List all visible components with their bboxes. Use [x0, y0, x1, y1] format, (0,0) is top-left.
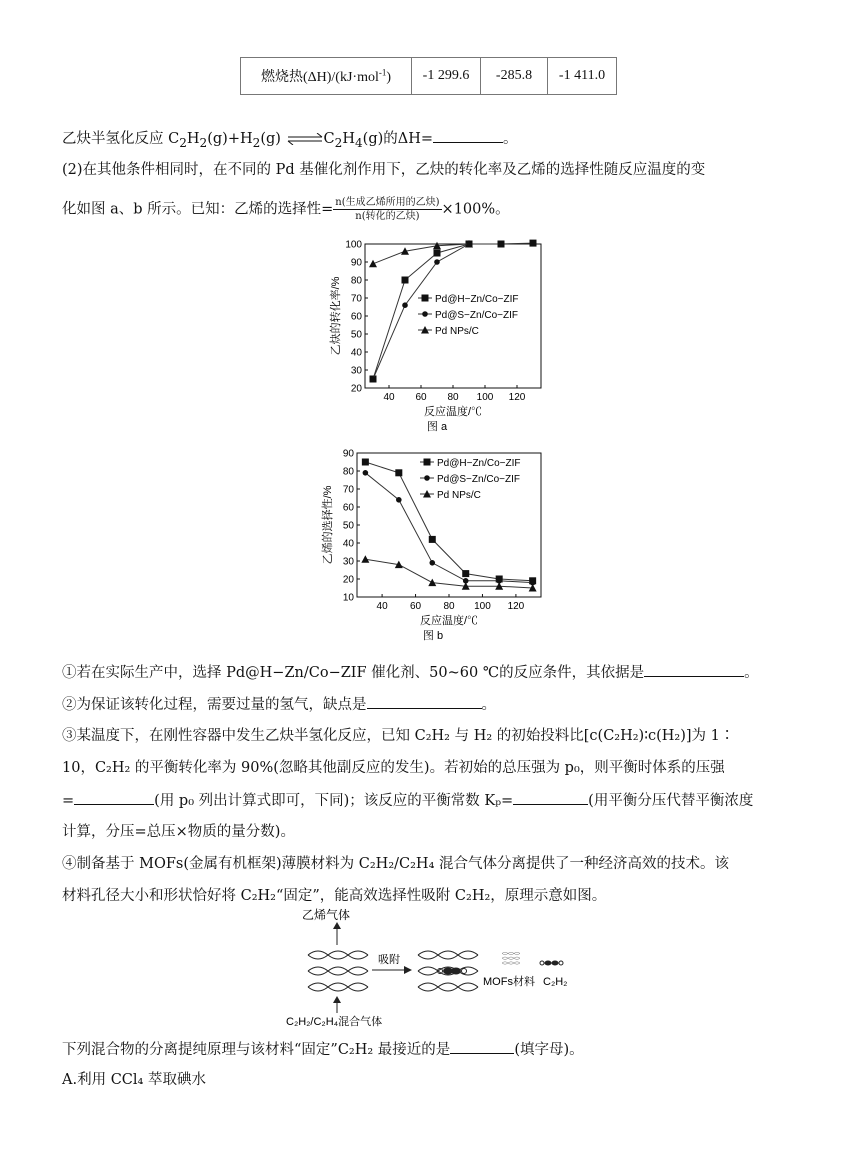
y-tick-label: 100 [345, 239, 362, 251]
x-tick-label: 60 [409, 601, 422, 612]
y-axis-label: 乙烯的选择性/% [322, 485, 334, 565]
question-3-line-4: 计算，分压=总压×物质的量分数)。 [62, 824, 295, 840]
subscript: 4 [354, 135, 363, 150]
text-span: = [62, 793, 75, 809]
table-header-tail: ) [386, 70, 392, 85]
x-axis-label: 反应温度/℃ [419, 615, 479, 627]
table-row [241, 58, 617, 95]
series-line [365, 559, 532, 588]
x-tick-label: 40 [383, 392, 395, 403]
x-tick-label: 120 [508, 392, 526, 403]
text-span: 。 [481, 697, 496, 713]
x-tick-label: 60 [415, 392, 427, 403]
y-tick-label: 90 [342, 448, 354, 460]
answer-blank[interactable] [644, 662, 744, 677]
answer-blank[interactable] [74, 790, 154, 805]
y-tick-label: 90 [350, 257, 362, 269]
y-tick-label: 20 [350, 383, 362, 395]
data-point [530, 240, 537, 247]
text-span: ①若在实际生产中，选择 Pd@H−Zn/Co−ZIF 催化剂、50~60 ℃的反应条件，其依据是 [62, 665, 645, 681]
legend-marker [424, 475, 430, 481]
data-point [395, 469, 402, 476]
text-span: (用 p₀ 列出计算式即可，下同)；该反应的平衡常数 Kₚ= [154, 793, 514, 809]
selectivity-definition-line [62, 196, 510, 223]
text-span: (g)+H [207, 131, 253, 147]
chart-caption: 图 b [422, 630, 444, 642]
question-2 [62, 694, 496, 715]
question-5 [62, 1039, 584, 1060]
y-tick-label: 60 [350, 311, 362, 323]
selectivity-fraction [333, 196, 441, 223]
legend-label: Pd NPs/C [437, 490, 481, 501]
data-point [402, 302, 408, 308]
table-header-text: 燃烧热(ΔH)/(kJ·mol [260, 70, 379, 85]
y-tick-label: 70 [342, 484, 354, 496]
question-4-line-1: ④制备基于 MOFs(金属有机框架)薄膜材料为 C₂H₂/C₂H₄ 混合气体分离提供了一种经济高效的技术。该 [62, 856, 729, 872]
right-arrow-head-icon [404, 966, 412, 974]
x-tick-label: 100 [476, 392, 494, 403]
text-span: (填字母)。 [514, 1042, 584, 1058]
mof-legend-label: MOFs材料 [483, 976, 535, 988]
c2h2-legend-icon [540, 961, 563, 966]
chart-a [300, 238, 560, 443]
y-tick-label: 50 [342, 520, 354, 532]
text-span: 下列混合物的分离提纯原理与该材料“固定”C₂H₂ 最接近的是 [62, 1042, 451, 1058]
text-span: ×100%。 [441, 201, 510, 218]
text-span: 乙炔半氢化反应 C [62, 131, 180, 147]
table-cell: -1 299.6 [412, 58, 481, 95]
equilibrium-arrow-icon [286, 133, 324, 145]
subscript: 2 [199, 135, 208, 150]
data-point [363, 470, 369, 476]
y-tick-label: 80 [350, 275, 362, 287]
mof-mesh-before-icon [308, 951, 368, 991]
text-span: (g)的ΔH= [362, 131, 434, 147]
subscript: 2 [179, 135, 187, 150]
y-tick-label: 80 [342, 466, 354, 478]
option-a: A.利用 CCl₄ 萃取碘水 [62, 1072, 206, 1088]
legend-marker [422, 295, 429, 302]
text-span: H [186, 131, 200, 147]
reaction-line [62, 128, 518, 153]
y-tick-label: 30 [342, 556, 354, 568]
chart-caption: 图 a [426, 421, 448, 433]
adsorption-label: 吸附 [378, 954, 400, 966]
y-tick-label: 40 [342, 538, 354, 550]
data-point [434, 250, 441, 257]
table-cell: -1 411.0 [548, 58, 617, 95]
x-tick-label: 40 [376, 601, 388, 612]
y-tick-label: 30 [350, 365, 362, 377]
subscript: 2 [252, 135, 261, 150]
y-tick-label: 50 [350, 329, 362, 341]
mixed-gas-label: C₂H₂/C₂H₄混合气体 [286, 1016, 383, 1028]
legend-label: Pd@S−Zn/Co−ZIF [437, 474, 520, 485]
answer-blank[interactable] [450, 1039, 514, 1054]
x-tick-label: 80 [443, 601, 455, 612]
combustion-heat-table [240, 57, 617, 95]
text-span: H [342, 131, 355, 147]
text-span: ②为保证该转化过程，需要过量的氢气，缺点是 [62, 697, 367, 713]
text-span: 。 [744, 665, 759, 681]
x-tick-label: 100 [474, 601, 491, 612]
y-tick-label: 70 [350, 293, 362, 305]
answer-blank[interactable] [513, 790, 588, 805]
text-span: 。 [503, 131, 518, 147]
up-arrow-head-icon [333, 922, 341, 929]
data-point [396, 497, 402, 503]
data-point [429, 560, 435, 566]
legend-marker [424, 459, 431, 466]
subscript: 2 [334, 135, 343, 150]
y-tick-label: 20 [342, 574, 354, 586]
y-tick-label: 10 [342, 592, 354, 604]
legend-label: Pd NPs/C [435, 326, 479, 337]
series-line [373, 244, 469, 264]
ethylene-gas-label: 乙烯气体 [302, 908, 351, 922]
data-point [462, 570, 469, 577]
chart-b [300, 445, 560, 655]
data-point [434, 259, 440, 265]
x-tick-label: 80 [447, 392, 459, 403]
c2h2-legend-label: C₂H₂ [543, 976, 568, 988]
fraction-numerator: n(生成乙烯所用的乙炔) [335, 197, 440, 208]
legend-label: Pd@H−Zn/Co−ZIF [435, 294, 519, 305]
mof-adsorption-schematic [280, 905, 590, 1030]
data-point [498, 241, 505, 248]
question-1 [62, 662, 759, 683]
table-header-cell [241, 58, 412, 95]
answer-blank[interactable] [367, 694, 482, 709]
question-3-line-3 [62, 790, 753, 811]
data-point [402, 277, 409, 284]
legend-label: Pd@S−Zn/Co−ZIF [435, 310, 518, 321]
data-point [361, 555, 369, 563]
data-point [370, 376, 376, 382]
answer-blank[interactable] [433, 128, 503, 143]
question-3-line-1: ③某温度下，在刚性容器中发生乙炔半氢化反应，已知 C₂H₂ 与 H₂ 的初始投料比[c(C₂H₂)∶c(H₂)]为 1∶ [62, 728, 735, 744]
y-tick-label: 40 [350, 347, 362, 359]
data-point [428, 579, 436, 587]
question-3-line-2: 10，C₂H₂ 的平衡转化率为 90%(忽略其他副反应的发生)。若初始的总压强为 p₀，则平衡时体系的压强 [62, 760, 725, 776]
question-2-line: (2)在其他条件相同时，在不同的 Pd 基催化剂作用下，乙炔的转化率及乙烯的选择性随反应温度的变 [62, 162, 706, 178]
text-span: 化如图 a、b 所示。已知：乙烯的选择性= [62, 201, 334, 218]
up-arrow-bottom-head-icon [333, 996, 341, 1003]
legend-marker [422, 311, 428, 317]
table-header-sup: -1 [378, 67, 387, 78]
text-span: (用平衡分压代替平衡浓度 [588, 793, 754, 809]
data-point [362, 459, 369, 466]
table-cell: -285.8 [481, 58, 548, 95]
text-span: C [323, 131, 335, 147]
x-axis-label: 反应温度/℃ [423, 406, 483, 418]
text-span: (g) [260, 131, 281, 147]
y-tick-label: 60 [342, 502, 354, 514]
question-4-line-2: 材料孔径大小和形状恰好将 C₂H₂“固定”，能高效选择性吸附 C₂H₂，原理示意如图。 [62, 888, 607, 904]
fraction-denominator: n(转化的乙炔) [355, 211, 420, 222]
legend-label: Pd@H−Zn/Co−ZIF [437, 458, 521, 469]
mof-legend-icon [502, 952, 520, 964]
data-point [369, 260, 377, 268]
data-point [429, 536, 436, 543]
y-axis-label: 乙炔的转化率/% [330, 276, 342, 356]
x-tick-label: 120 [507, 601, 525, 612]
